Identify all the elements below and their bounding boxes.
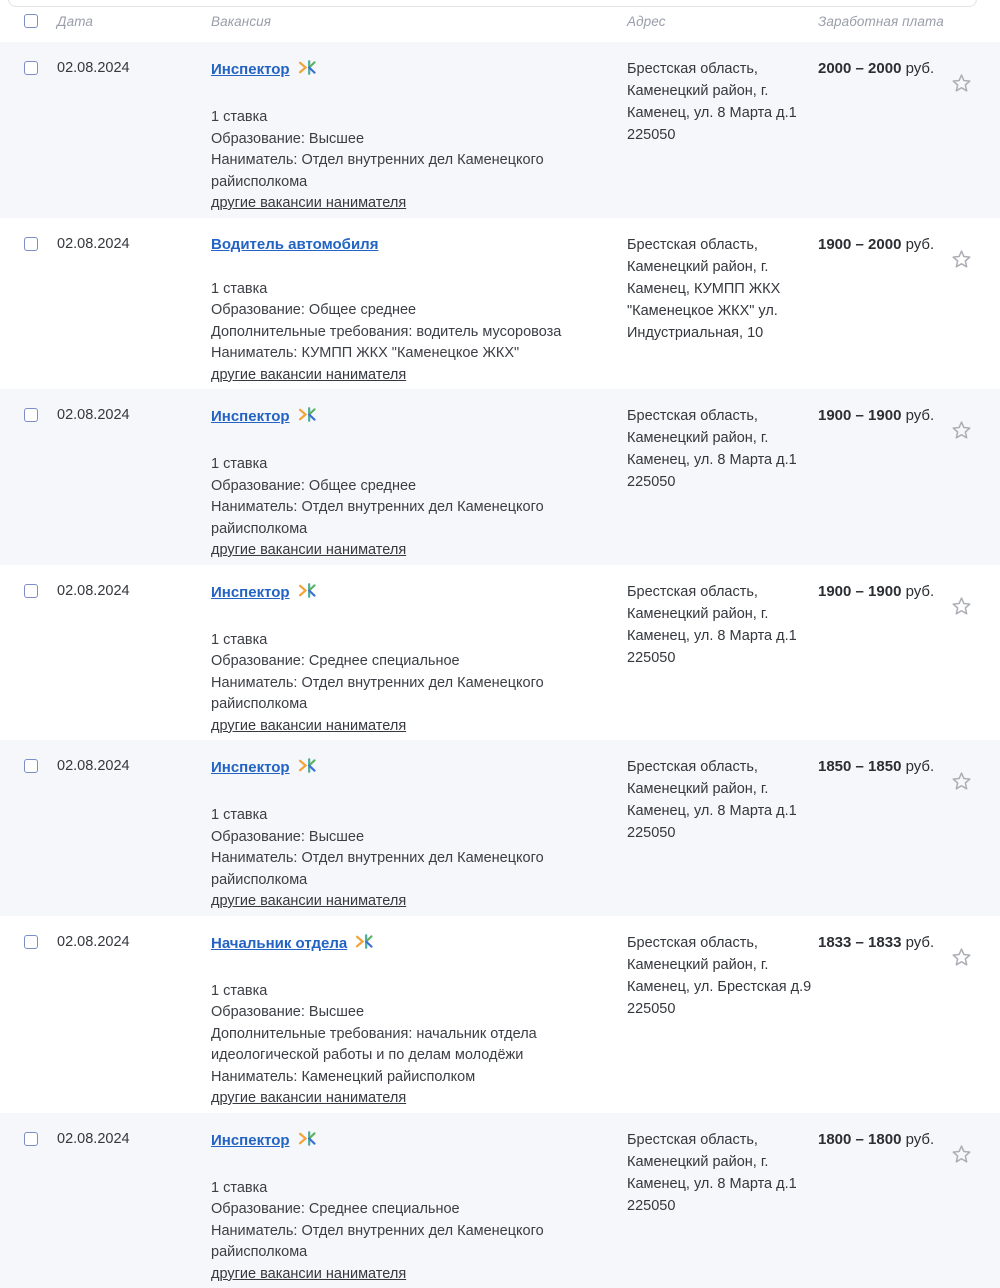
vacancy-date: 02.08.2024 — [57, 581, 211, 602]
vacancy-address: Брестская область, Каменецкий район, г. Каменец, ул. 8 Марта д.1 225050 — [627, 756, 813, 844]
vacancy-detail-line: Дополнительные требования: начальник отдела идеологической работы и по делам молодёжи — [211, 1024, 563, 1067]
vacancy-detail-line: 1 ставка — [211, 805, 563, 827]
vacancy-title-link[interactable]: Водитель автомобиля — [211, 236, 378, 253]
favorite-star-button[interactable] — [949, 1143, 974, 1167]
row-checkbox-cell — [0, 932, 57, 949]
vacancy-details — [211, 630, 563, 716]
star-icon — [949, 84, 974, 99]
select-all-checkbox[interactable] — [24, 14, 38, 28]
vacancy-title-link[interactable]: Инспектор — [211, 408, 290, 425]
vacancy-detail-line: Дополнительные требования: водитель мусоровоза — [211, 322, 563, 344]
vacancy-address: Брестская область, Каменецкий район, г. Каменец, ул. 8 Марта д.1 225050 — [627, 581, 813, 669]
vacancy-row — [0, 916, 1000, 1113]
header-date-label: Дата — [57, 14, 211, 29]
vacancy-details — [211, 805, 563, 891]
vacancy-detail-line: Наниматель: КУМПП ЖКХ "Каменецкое ЖКХ" — [211, 343, 563, 365]
vacancy-date: 02.08.2024 — [57, 58, 211, 79]
vacancy-row — [0, 1113, 1000, 1288]
hot-vacancy-icon — [297, 405, 316, 430]
salary-cell — [818, 756, 944, 778]
vacancy-detail-line: Наниматель: Отдел внутренних дел Каменецкого райисполкома — [211, 673, 563, 716]
vacancy-detail-line: Наниматель: Каменецкий райисполком — [211, 1067, 563, 1089]
salary-currency: руб. — [901, 1131, 934, 1148]
vacancy-cell — [211, 1129, 563, 1286]
other-vacancies-link[interactable]: другие вакансии нанимателя — [211, 365, 406, 387]
vacancy-cell — [211, 234, 563, 387]
vacancy-title-line — [211, 405, 563, 430]
vacancy-detail-line: Образование: Общее среднее — [211, 476, 563, 498]
salary-currency: руб. — [901, 934, 934, 951]
row-checkbox-cell — [0, 58, 57, 75]
favorite-cell — [944, 234, 1000, 277]
salary-value: 1800 – 1800 — [818, 1131, 901, 1148]
favorite-star-button[interactable] — [949, 946, 974, 970]
vacancy-address: Брестская область, Каменецкий район, г. Каменец, ул. 8 Марта д.1 225050 — [627, 1129, 813, 1217]
salary-cell — [818, 932, 944, 954]
favorite-star-button[interactable] — [949, 595, 974, 619]
row-checkbox[interactable] — [24, 935, 38, 949]
vacancy-detail-line: 1 ставка — [211, 630, 563, 652]
row-checkbox[interactable] — [24, 584, 38, 598]
salary-value: 1900 – 1900 — [818, 407, 901, 424]
vacancy-row — [0, 740, 1000, 916]
vacancy-detail-line: Образование: Высшее — [211, 1002, 563, 1024]
salary-currency: руб. — [901, 407, 934, 424]
row-checkbox-cell — [0, 405, 57, 422]
vacancy-rows — [0, 42, 1000, 1288]
hot-vacancy-icon — [297, 756, 316, 781]
star-icon — [949, 1155, 974, 1170]
vacancy-cell — [211, 932, 563, 1110]
hot-vacancy-icon — [297, 1129, 316, 1154]
vacancy-detail-line: 1 ставка — [211, 1178, 563, 1200]
hot-vacancy-icon — [297, 581, 316, 606]
favorite-cell — [944, 1129, 1000, 1172]
vacancy-details — [211, 454, 563, 540]
vacancy-title-line — [211, 581, 563, 606]
vacancy-cell — [211, 581, 563, 738]
vacancy-details — [211, 107, 563, 193]
favorite-star-button[interactable] — [949, 419, 974, 443]
salary-value: 1900 – 2000 — [818, 236, 901, 253]
other-vacancies-link[interactable]: другие вакансии нанимателя — [211, 540, 406, 562]
vacancy-detail-line: 1 ставка — [211, 981, 563, 1003]
vacancy-detail-line: Образование: Высшее — [211, 129, 563, 151]
vacancy-detail-line: Образование: Общее среднее — [211, 300, 563, 322]
header-vacancy-label: Вакансия — [211, 14, 627, 29]
vacancy-address: Брестская область, Каменецкий район, г. Каменец, ул. Брестская д.9 225050 — [627, 932, 813, 1020]
salary-currency: руб. — [901, 60, 934, 77]
vacancy-title-link[interactable]: Инспектор — [211, 1132, 290, 1149]
vacancy-row — [0, 42, 1000, 218]
row-checkbox-cell — [0, 1129, 57, 1146]
vacancy-row — [0, 389, 1000, 565]
hot-vacancy-icon — [297, 58, 316, 83]
other-vacancies-link[interactable]: другие вакансии нанимателя — [211, 1264, 406, 1286]
vacancy-detail-line: 1 ставка — [211, 279, 563, 301]
row-checkbox[interactable] — [24, 61, 38, 75]
favorite-star-button[interactable] — [949, 72, 974, 96]
vacancy-detail-line: Наниматель: Отдел внутренних дел Каменецкого райисполкома — [211, 848, 563, 891]
header-address-label: Адрес — [627, 14, 818, 29]
vacancy-detail-line: Наниматель: Отдел внутренних дел Каменецкого райисполкома — [211, 497, 563, 540]
row-checkbox[interactable] — [24, 759, 38, 773]
vacancy-title-link[interactable]: Инспектор — [211, 61, 290, 78]
row-checkbox[interactable] — [24, 408, 38, 422]
salary-cell — [818, 581, 944, 603]
vacancy-detail-line: Наниматель: Отдел внутренних дел Каменецкого райисполкома — [211, 1221, 563, 1264]
salary-cell — [818, 58, 944, 80]
favorite-star-button[interactable] — [949, 248, 974, 272]
vacancy-detail-line: 1 ставка — [211, 454, 563, 476]
salary-value: 1900 – 1900 — [818, 583, 901, 600]
vacancy-date: 02.08.2024 — [57, 756, 211, 777]
star-icon — [949, 260, 974, 275]
vacancy-row — [0, 218, 1000, 390]
salary-currency: руб. — [901, 758, 934, 775]
vacancy-title-link[interactable]: Инспектор — [211, 759, 290, 776]
other-vacancies-link[interactable]: другие вакансии нанимателя — [211, 716, 406, 738]
favorite-cell — [944, 932, 1000, 975]
salary-cell — [818, 1129, 944, 1151]
vacancy-date: 02.08.2024 — [57, 1129, 211, 1150]
vacancy-details — [211, 1178, 563, 1264]
vacancy-address: Брестская область, Каменецкий район, г. Каменец, ул. 8 Марта д.1 225050 — [627, 405, 813, 493]
vacancy-row — [0, 565, 1000, 741]
salary-currency: руб. — [901, 236, 934, 253]
salary-value: 1850 – 1850 — [818, 758, 901, 775]
favorite-cell — [944, 581, 1000, 624]
vacancy-date: 02.08.2024 — [57, 234, 211, 255]
row-checkbox[interactable] — [24, 237, 38, 251]
vacancy-title-line — [211, 58, 563, 83]
salary-cell — [818, 234, 944, 256]
vacancy-detail-line: Наниматель: Отдел внутренних дел Каменецкого райисполкома — [211, 150, 563, 193]
other-vacancies-link[interactable]: другие вакансии нанимателя — [211, 891, 406, 913]
row-checkbox-cell — [0, 756, 57, 773]
vacancy-title-line — [211, 756, 563, 781]
other-vacancies-link[interactable]: другие вакансии нанимателя — [211, 1088, 406, 1110]
other-vacancies-link[interactable]: другие вакансии нанимателя — [211, 193, 406, 215]
salary-value: 1833 – 1833 — [818, 934, 901, 951]
vacancy-title-link[interactable]: Инспектор — [211, 584, 290, 601]
row-checkbox-cell — [0, 234, 57, 251]
favorite-star-button[interactable] — [949, 770, 974, 794]
vacancy-date: 02.08.2024 — [57, 932, 211, 953]
vacancy-title-line — [211, 1129, 563, 1154]
vacancy-date: 02.08.2024 — [57, 405, 211, 426]
select-all-cell — [0, 14, 57, 28]
vacancy-detail-line: Образование: Среднее специальное — [211, 651, 563, 673]
header-salary-label: Заработная плата — [818, 14, 944, 29]
vacancy-details — [211, 279, 563, 365]
hot-vacancy-icon — [354, 932, 373, 957]
star-icon — [949, 782, 974, 797]
vacancy-title-line — [211, 234, 563, 255]
star-icon — [949, 607, 974, 622]
salary-cell — [818, 405, 944, 427]
table-header-row — [0, 0, 1000, 42]
favorite-cell — [944, 405, 1000, 448]
vacancy-title-link[interactable]: Начальник отдела — [211, 935, 347, 952]
vacancy-address: Брестская область, Каменецкий район, г. Каменец, КУМПП ЖКХ "Каменецкое ЖКХ" ул. Индустриальная, 10 — [627, 234, 813, 344]
favorite-cell — [944, 58, 1000, 101]
vacancy-title-line — [211, 932, 563, 957]
row-checkbox[interactable] — [24, 1132, 38, 1146]
star-icon — [949, 958, 974, 973]
salary-currency: руб. — [901, 583, 934, 600]
vacancy-address: Брестская область, Каменецкий район, г. Каменец, ул. 8 Марта д.1 225050 — [627, 58, 813, 146]
salary-value: 2000 – 2000 — [818, 60, 901, 77]
vacancy-detail-line: 1 ставка — [211, 107, 563, 129]
favorite-cell — [944, 756, 1000, 799]
star-icon — [949, 431, 974, 446]
vacancy-cell — [211, 58, 563, 215]
vacancy-cell — [211, 405, 563, 562]
vacancy-detail-line: Образование: Высшее — [211, 827, 563, 849]
row-checkbox-cell — [0, 581, 57, 598]
vacancy-cell — [211, 756, 563, 913]
vacancy-detail-line: Образование: Среднее специальное — [211, 1199, 563, 1221]
vacancy-details — [211, 981, 563, 1089]
